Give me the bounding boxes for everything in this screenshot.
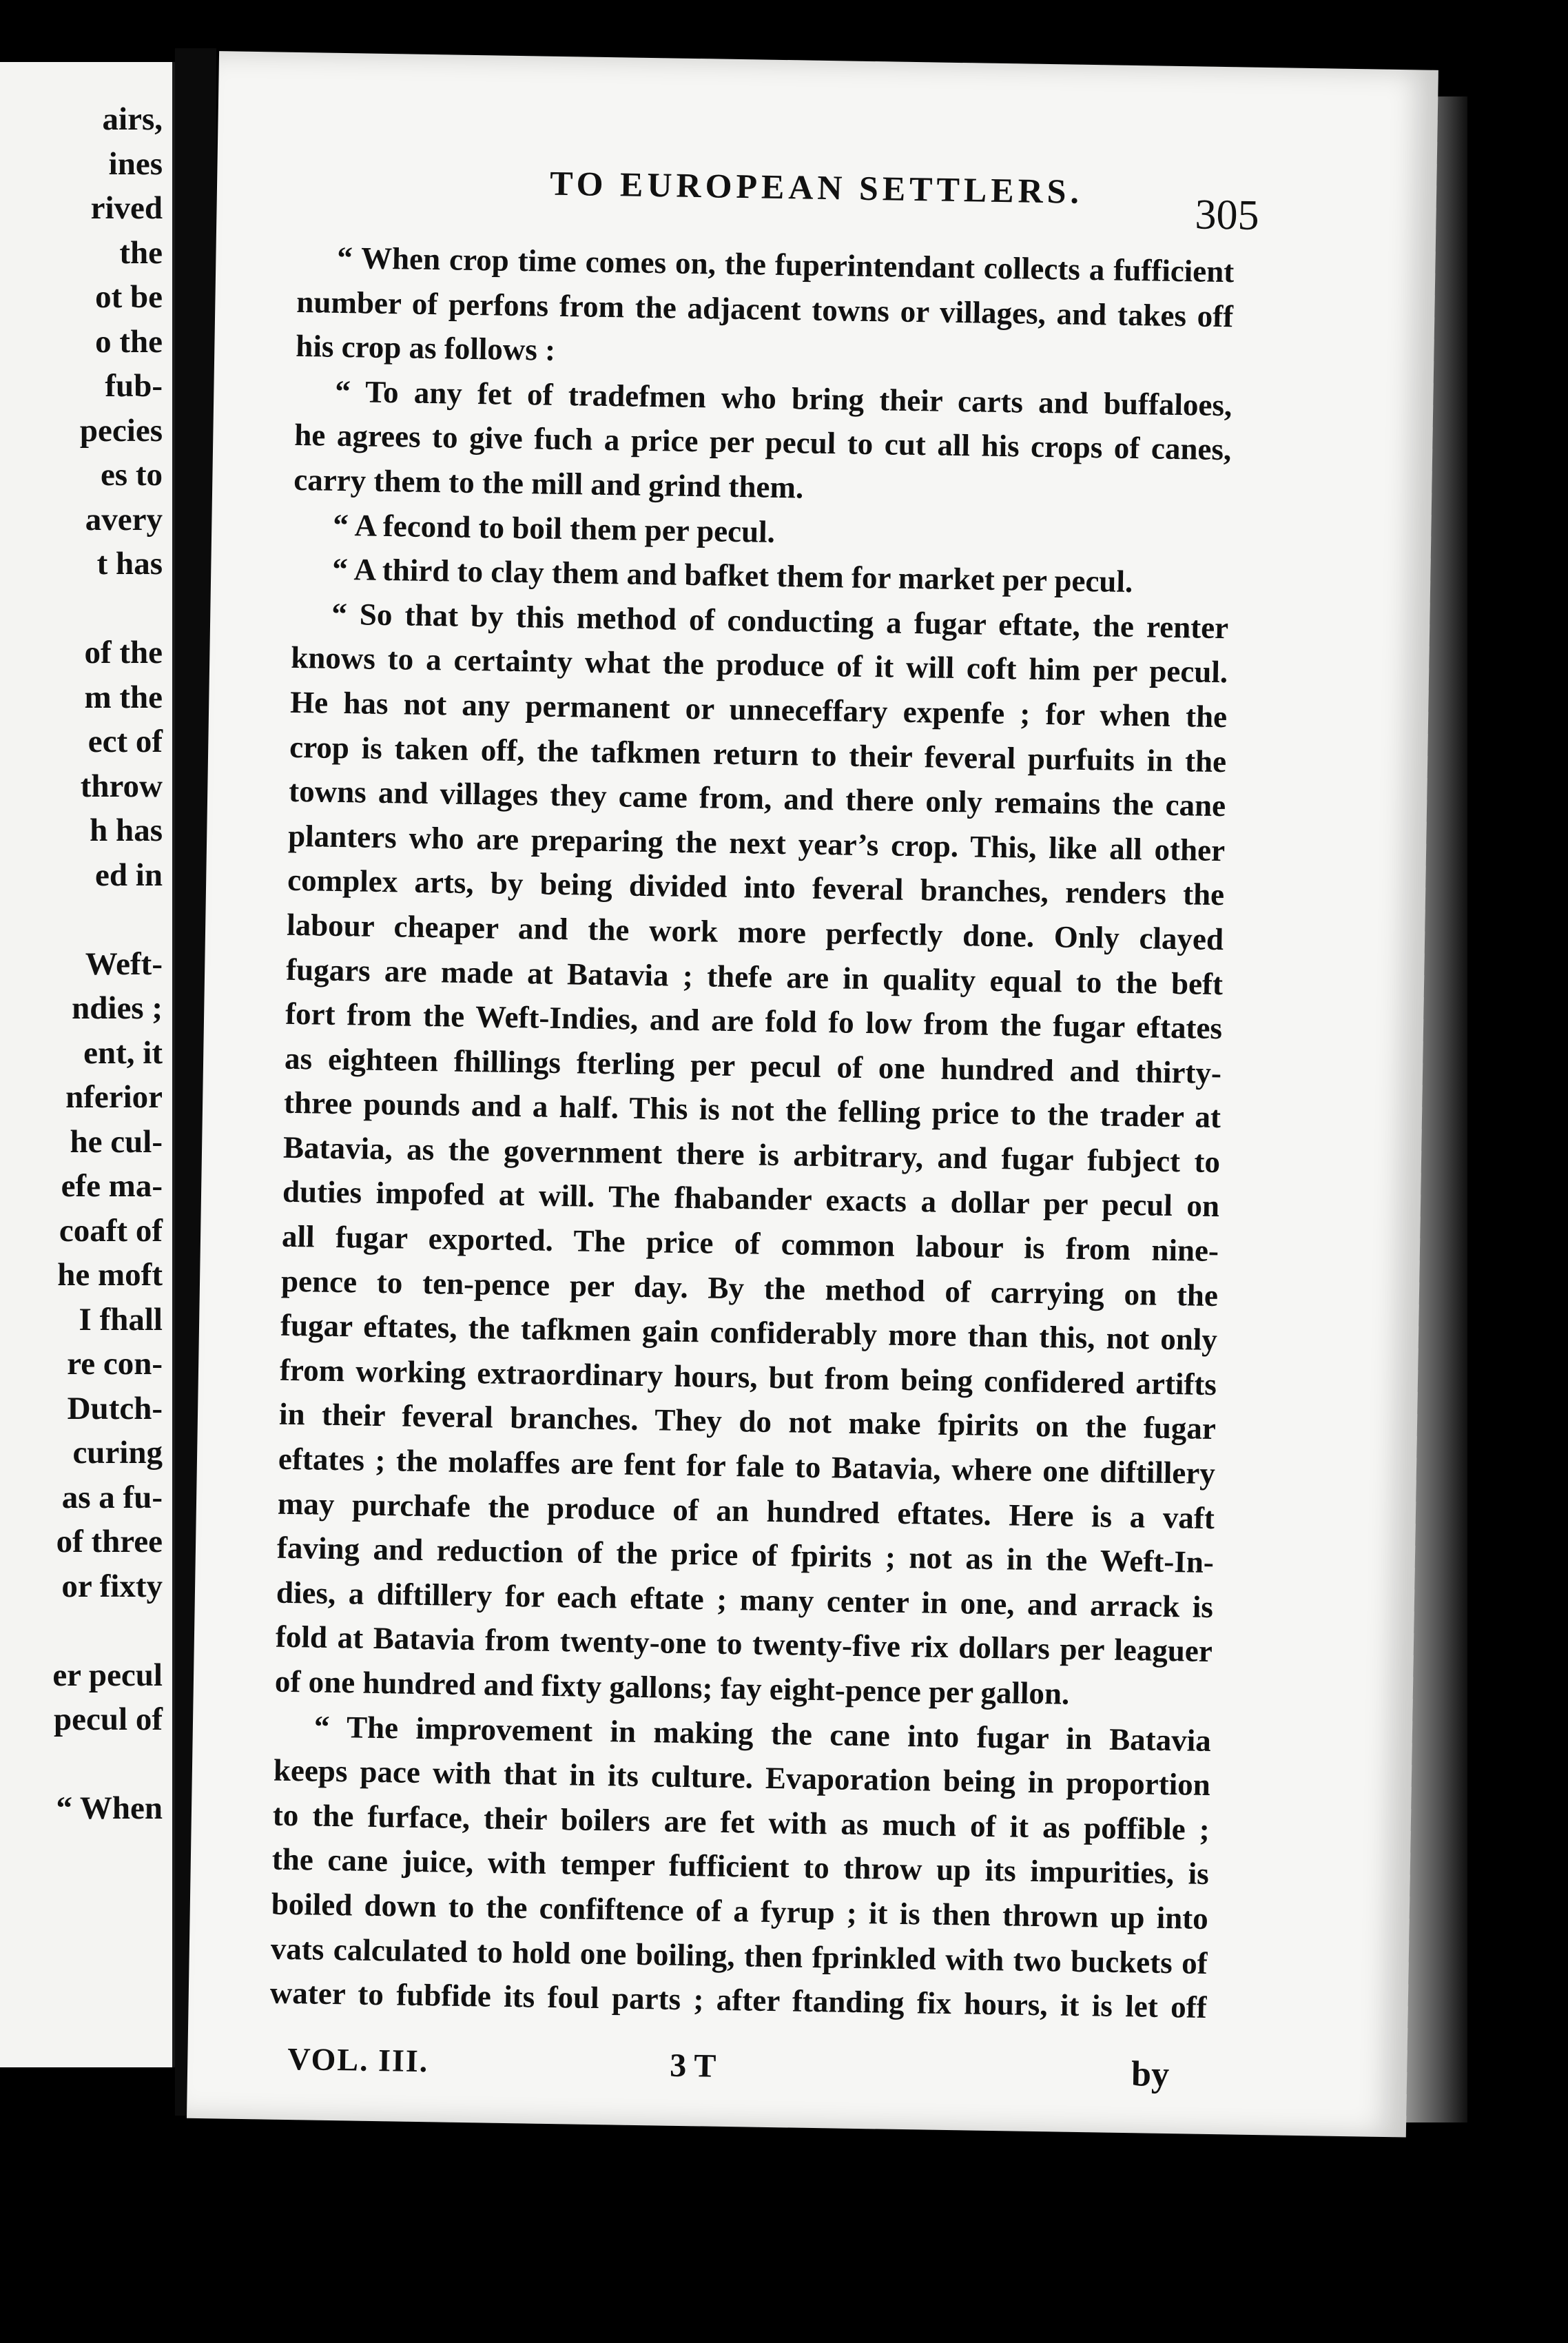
left-page-text-fragment: ent, it [83, 1034, 163, 1071]
text-line: to the furface, their boilers are fet with as much of it as poffible ; [272, 1797, 1210, 1847]
left-page-text-fragment: ot be [95, 279, 163, 315]
text-line: dies, a diftillery for each eftate ; many center in one, and arrack is [276, 1575, 1214, 1624]
left-page-text-fragment: efe ma- [61, 1168, 163, 1204]
left-page-text-fragment: coaft of [59, 1212, 163, 1249]
left-page-text-fragment: “ When [56, 1790, 163, 1826]
left-page-text-fragment: re con- [67, 1346, 163, 1382]
left-page-text-fragment: t has [96, 546, 163, 582]
left-page-text-fragment: ect of [87, 724, 163, 759]
text-line: keeps pace with that in its culture. Evaporation being in proportion [273, 1752, 1211, 1803]
text-line: planters who are preparing the next year’s crop. This, like all other [287, 818, 1226, 868]
left-page-text-fragment: fub- [105, 368, 163, 404]
text-line: “ To any fet of tradefmen who bring their carts and buffaloes, [334, 374, 1232, 423]
text-line: from working extraordinary hours, but from being confidered artifts [279, 1352, 1217, 1402]
text-line: his crop as follows : [296, 329, 556, 368]
text-line: number of perfons from the adjacent towns or villages, and takes off [296, 284, 1234, 334]
text-line: he agrees to give fuch a price per pecul to cut all his crops of canes, [293, 418, 1232, 467]
text-line: vats calculated to hold one boiling, then fprinkled with two buckets of [270, 1931, 1208, 1981]
left-page-text-fragment: of three [56, 1524, 163, 1559]
text-line: “ When crop time comes on, the fuperintendant collects a fufficient [337, 240, 1235, 289]
volume-label: VOL. III. [287, 2041, 429, 2079]
left-page-text-fragment: throw [80, 768, 163, 804]
text-line: towns and villages they came from, and there only remains the cane [288, 773, 1226, 823]
left-page-text-fragment: m the [84, 679, 163, 715]
left-page-text-fragment: he moft [57, 1257, 163, 1293]
text-line: carry them to the mill and grind them. [293, 462, 804, 505]
left-page-text-fragment: avery [85, 501, 163, 538]
text-line: fugar eftates, the tafkmen gain confiderably more than this, not only [280, 1307, 1218, 1358]
text-line: water to fubfide its foul parts ; after ftanding fix hours, it is let off [269, 1975, 1208, 2025]
text-line: as eighteen fhillings fterling per pecul of one hundred and thirty- [284, 1041, 1222, 1090]
left-page-text-fragment: ines [108, 145, 163, 182]
left-page-text-fragment: Dutch- [67, 1390, 163, 1426]
left-page-text-fragment: nferior [65, 1079, 163, 1115]
left-page-text-fragment: h has [90, 812, 163, 848]
left-page-text-fragment: or fixty [61, 1568, 163, 1604]
text-line: eftates ; the molaffes are fent for fale to Batavia, where one diftillery [278, 1441, 1216, 1491]
text-line: fold at Batavia from twenty-one to twenty-five rix dollars per leaguer [275, 1619, 1213, 1669]
text-line: pence to ten-pence per day. By the method of carrying on the [280, 1263, 1219, 1313]
left-page-text-fragment: ndies ; [72, 990, 163, 1026]
text-line: “ A third to clay them and bafket them for market per pecul. [331, 551, 1133, 600]
text-line: all fugar exported. The price of common labour is from nine- [281, 1218, 1219, 1269]
left-page-text-fragment: the [119, 234, 163, 271]
text-line: duties impofed at will. The fhabander exacts a dollar per pecul on [282, 1174, 1220, 1224]
text-line: boiled down to the confiftence of a fyrup ; it is then thrown up into [271, 1886, 1209, 1936]
book-page [187, 51, 1438, 2137]
left-page-text-fragment: airs, [102, 101, 163, 137]
text-line: “ A fecond to boil them per pecul. [332, 507, 776, 549]
left-page-text-fragment: ed in [95, 857, 163, 893]
left-page-text-fragment: as a fu- [61, 1479, 163, 1515]
text-line: fugars are made at Batavia ; thefe are in quality equal to the beft [285, 952, 1224, 1001]
left-facing-page [0, 62, 175, 2067]
left-page-text-fragment: er pecul [52, 1657, 163, 1693]
text-line: fort from the Weft-Indies, and are fold fo low from the fugar eftates [285, 996, 1223, 1046]
signature-mark: 3 T [669, 2047, 716, 2085]
running-head: TO EUROPEAN SETTLERS. [549, 163, 1084, 211]
left-page-text-fragment: Weft- [85, 945, 163, 982]
text-line: He has not any permanent or unneceffary expenfe ; for when the [289, 684, 1228, 735]
text-line: “ So that by this method of conducting a fugar eftate, the renter [331, 596, 1229, 645]
left-page-text-fragment: he cul- [70, 1123, 163, 1160]
left-page-text-fragment: pecul of [54, 1701, 163, 1737]
left-page-text-fragment: es to [100, 457, 163, 493]
text-line: may purchafe the produce of an hundred eftates. Here is a vaft [277, 1486, 1215, 1535]
text-line: in their feveral branches. They do not make fpirits on the fugar [278, 1397, 1217, 1446]
left-page-text-fragment: I fhall [79, 1301, 163, 1338]
left-page-text-fragment: curing [72, 1435, 163, 1471]
text-line: crop is taken off, the tafkmen return to their feveral purfuits in the [289, 729, 1227, 779]
text-line: the cane juice, with temper fufficient to throw up its impurities, is [271, 1842, 1210, 1892]
text-line: knows to a certainty what the produce of it will coft him per pecul. [290, 640, 1228, 690]
left-page-text-fragment: o the [95, 323, 163, 360]
text-line: complex arts, by being divided into feveral branches, renders the [287, 863, 1225, 912]
text-line: Batavia, as the government there is arbitrary, and fugar fubject to [282, 1129, 1221, 1179]
left-page-text-fragment: pecies [79, 412, 163, 449]
left-page-text-fragment: of the [84, 635, 163, 671]
page-number: 305 [1195, 191, 1260, 239]
text-line: faving and reduction of the price of fpirits ; not as in the Weft-In- [276, 1530, 1215, 1580]
left-page-text-fragment: rived [90, 190, 163, 226]
text-line: “ The improvement in making the cane into fugar in Batavia [313, 1709, 1212, 1758]
page-body-text [269, 235, 1234, 2030]
text-line: of one hundred and fixty gallons; fay eight-pence per gallon. [274, 1664, 1070, 1711]
catchword: by [1131, 2054, 1170, 2095]
text-line: labour cheaper and the work more perfectly done. Only clayed [286, 907, 1224, 957]
text-line: three pounds and a half. This is not the felling price to the trader at [283, 1085, 1221, 1135]
